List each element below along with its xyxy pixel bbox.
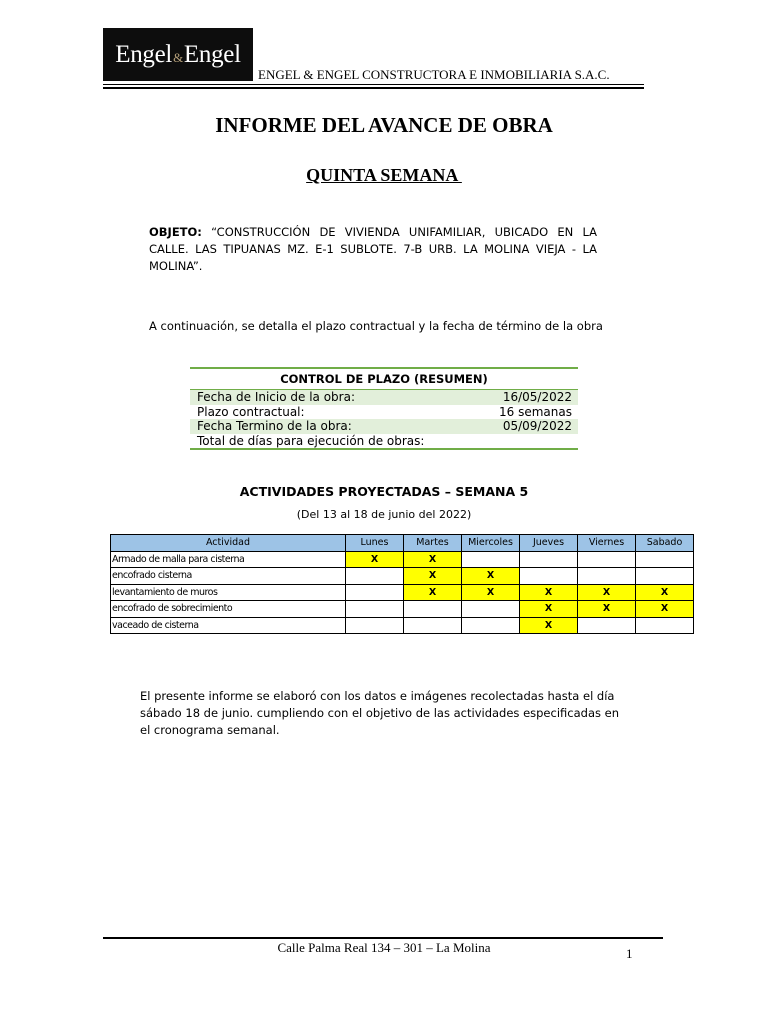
activity-name: encofrado cisterna (111, 568, 346, 585)
day-cell (636, 551, 694, 568)
company-logo (103, 28, 253, 81)
header-divider (103, 84, 644, 85)
day-cell (578, 568, 636, 585)
objeto-label: OBJETO: (149, 225, 202, 239)
control-row (190, 434, 578, 449)
schedule-header-row (111, 535, 694, 552)
logo-right-text: Engel (183, 40, 241, 68)
header-miercoles: Miercoles (462, 535, 520, 552)
logo-ampersand: & (173, 49, 183, 65)
day-cell (346, 617, 404, 634)
report-subtitle (0, 165, 768, 186)
day-cell-scheduled: X (636, 601, 694, 618)
page-number: 1 (626, 946, 633, 961)
day-cell-scheduled: X (404, 568, 462, 585)
day-cell-scheduled: X (578, 584, 636, 601)
company-name: ENGEL & ENGEL CONSTRUCTORA E INMOBILIARIA S.A.C. (258, 67, 610, 82)
schedule-body (111, 551, 694, 634)
day-cell (404, 601, 462, 618)
activity-name: vaceado de cisterna (111, 617, 346, 634)
activity-name: Armado de malla para cisterna (111, 551, 346, 568)
header-divider-thick (103, 87, 644, 89)
activities-date-range: (Del 13 al 18 de junio del 2022) (296, 508, 472, 521)
day-cell (578, 551, 636, 568)
closing-paragraph: El presente informe se elaboró con los datos e imágenes recolectadas hasta el día sábado 18 de junio. cumpliendo con el objetivo de las actividades especificadas en el cronograma semanal. (140, 689, 619, 737)
day-cell (404, 617, 462, 634)
header-actividad: Actividad (111, 535, 346, 552)
day-cell-scheduled: X (404, 584, 462, 601)
day-cell-scheduled: X (520, 601, 578, 618)
control-row-value: 16/05/2022 (502, 390, 572, 404)
control-row-value: 16 semanas (499, 404, 572, 419)
table-row (111, 601, 694, 618)
logo-left-text: Engel (115, 40, 173, 68)
control-row-label: Fecha de Inicio de la obra: (197, 390, 355, 404)
header-lunes: Lunes (346, 535, 404, 552)
day-cell (636, 617, 694, 634)
activities-schedule-table (110, 534, 694, 634)
day-cell (346, 568, 404, 585)
control-row-label: Total de días para ejecución de obras: (197, 433, 425, 448)
objeto-paragraph (149, 224, 597, 275)
day-cell (578, 617, 636, 634)
control-row (190, 419, 578, 434)
day-cell-scheduled: X (404, 551, 462, 568)
header-martes: Martes (404, 535, 462, 552)
day-cell (520, 568, 578, 585)
activities-title: ACTIVIDADES PROYECTADAS – SEMANA 5 (239, 484, 529, 499)
day-cell (520, 551, 578, 568)
control-plazo-table (190, 367, 578, 450)
day-cell-scheduled: X (578, 601, 636, 618)
day-cell-scheduled: X (462, 584, 520, 601)
control-row (190, 390, 578, 405)
day-cell (346, 584, 404, 601)
footer-address: Calle Palma Real 134 – 301 – La Molina (277, 940, 491, 955)
control-row (190, 405, 578, 420)
report-title: INFORME DEL AVANCE DE OBRA (215, 113, 553, 137)
day-cell (462, 601, 520, 618)
table-row (111, 584, 694, 601)
header-sabado: Sabado (636, 535, 694, 552)
activity-name: levantamiento de muros (111, 584, 346, 601)
day-cell-scheduled: X (346, 551, 404, 568)
day-cell (346, 601, 404, 618)
header-viernes: Viernes (578, 535, 636, 552)
day-cell (462, 551, 520, 568)
control-heading: CONTROL DE PLAZO (RESUMEN) (190, 369, 578, 390)
control-row-label: Plazo contractual: (197, 404, 305, 419)
control-row-label: Fecha Termino de la obra: (197, 419, 352, 433)
week-label: QUINTA SEMANA (306, 165, 462, 185)
day-cell (636, 568, 694, 585)
table-row (111, 568, 694, 585)
footer-divider (103, 937, 663, 939)
day-cell-scheduled: X (462, 568, 520, 585)
control-row-value: 05/09/2022 (502, 419, 572, 433)
activity-name: encofrado de sobrecimiento (111, 601, 346, 618)
day-cell (462, 617, 520, 634)
intro-text: A continuación, se detalla el plazo contractual y la fecha de término de la obra (149, 319, 603, 333)
day-cell-scheduled: X (520, 584, 578, 601)
day-cell-scheduled: X (520, 617, 578, 634)
day-cell-scheduled: X (636, 584, 694, 601)
objeto-text: “CONSTRUCCIÓN DE VIVIENDA UNIFAMILIAR, UBICADO EN LA CALLE. LAS TIPUANAS MZ. E-1 SUBLOTE. 7-B URB. LA MOLINA VIEJA - LA MOLINA”. (149, 225, 597, 273)
table-row (111, 551, 694, 568)
table-row (111, 617, 694, 634)
header-jueves: Jueves (520, 535, 578, 552)
